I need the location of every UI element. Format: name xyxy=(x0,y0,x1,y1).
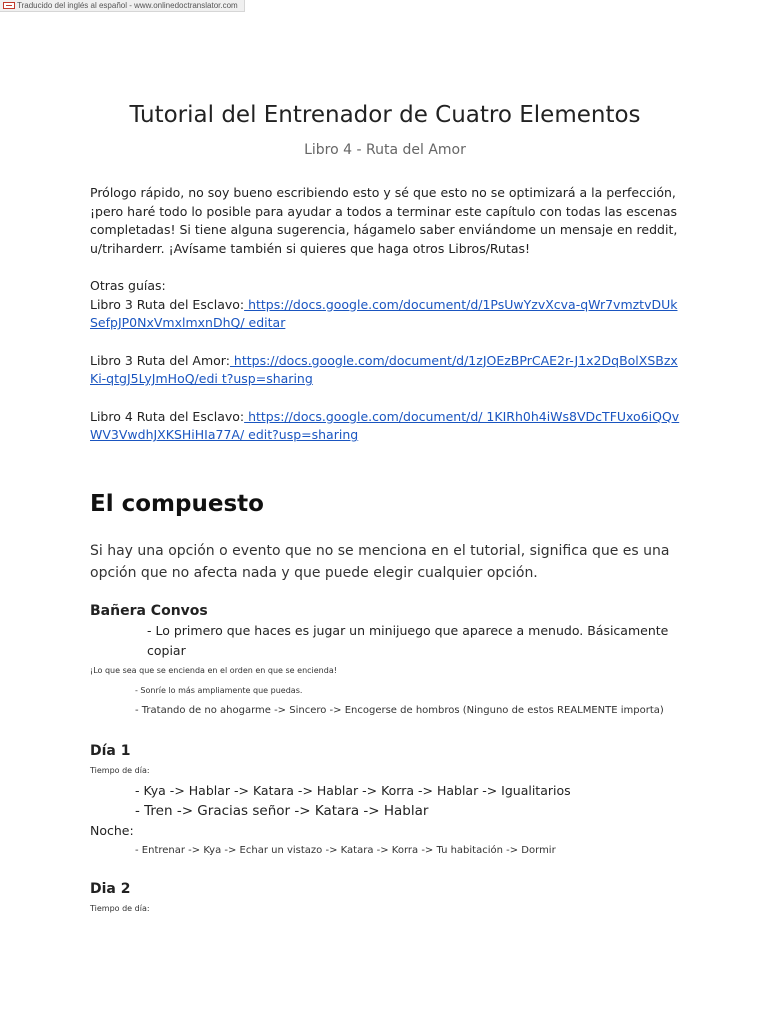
dia2-heading: Dia 2 xyxy=(90,881,131,898)
banera-heading: Bañera Convos xyxy=(90,603,208,620)
document-icon xyxy=(3,2,15,9)
dia2-daytime-label: Tiempo de día: xyxy=(90,904,150,914)
section-lead: Si hay una opción o evento que no se menciona en el tutorial, significa que es una opción que no afecta nada y que puede elegir cualquier opción. xyxy=(90,543,670,582)
guide-item xyxy=(90,296,680,333)
document-subtitle: Libro 4 - Ruta del Amor xyxy=(304,142,466,158)
document-page xyxy=(90,96,680,919)
guide-link[interactable]: https://docs.google.com/document/d/1zJOEzBPrCAE2r-J1x2DqBolXSBzxKi-qtgJ5LyJmHoQ/edi t?usp=sharing xyxy=(90,352,678,387)
guide-link[interactable]: https://docs.google.com/document/d/1PsUwYzvXcva-qWr7vmztvDUkSefpJP0NxVmxlmxnDhQ/ editar xyxy=(90,296,678,331)
banner-text: Traducido del inglés al español - www.onlinedoctranslator.com xyxy=(17,1,238,10)
dia1-heading: Día 1 xyxy=(90,743,131,760)
banera-line: - Sonríe lo más ampliamente que puedas. xyxy=(135,686,303,696)
banera-line: - Lo primero que haces es jugar un minijuego que aparece a menudo. Básicamente copiar xyxy=(147,623,669,659)
guide-label: Libro 4 Ruta del Esclavo: xyxy=(90,408,245,424)
dia1-line: - Tren -> Gracias señor -> Katara -> Hablar xyxy=(135,803,429,820)
dia1-daytime-label: Tiempo de día: xyxy=(90,766,150,776)
translation-banner[interactable] xyxy=(0,0,245,12)
guide-label: Libro 3 Ruta del Esclavo: xyxy=(90,296,245,312)
dia1-night-label: Noche: xyxy=(90,823,134,839)
banera-line: ¡Lo que sea que se encienda en el orden en que se encienda! xyxy=(90,666,337,676)
guides-heading: Otras guías: xyxy=(90,277,166,293)
dia1-line: - Kya -> Hablar -> Katara -> Hablar -> Korra -> Hablar -> Igualitarios xyxy=(135,783,571,799)
guide-item xyxy=(90,408,680,445)
intro-paragraph: Prólogo rápido, no soy bueno escribiendo esto y sé que esto no se optimizará a la perfección, ¡pero haré todo lo posible para ayudar a todos a terminar este capítulo con todas las escenas completadas! Si tiene alguna sugerencia, hágamelo saber enviándome un mensaje en reddit, u/triharderr. ¡Avísame también si quieres que haga otros Libros/Rutas! xyxy=(90,185,678,257)
document-title: Tutorial del Entrenador de Cuatro Elementos xyxy=(129,102,641,128)
section-title: El compuesto xyxy=(90,491,264,518)
dia1-line: - Entrenar -> Kya -> Echar un vistazo -> Katara -> Korra -> Tu habitación -> Dormir xyxy=(135,845,556,857)
banera-line: - Tratando de no ahogarme -> Sincero -> Encogerse de hombros (Ninguno de estos REALMENTE importa) xyxy=(135,705,664,717)
guide-link[interactable]: https://docs.google.com/document/d/ 1KIRh0h4iWs8VDcTFUxo6iQQvWV3VwdhJXKSHiHIa77A/ edit?usp=sharing xyxy=(90,408,680,443)
guide-label: Libro 3 Ruta del Amor: xyxy=(90,352,230,368)
guide-item xyxy=(90,352,680,389)
